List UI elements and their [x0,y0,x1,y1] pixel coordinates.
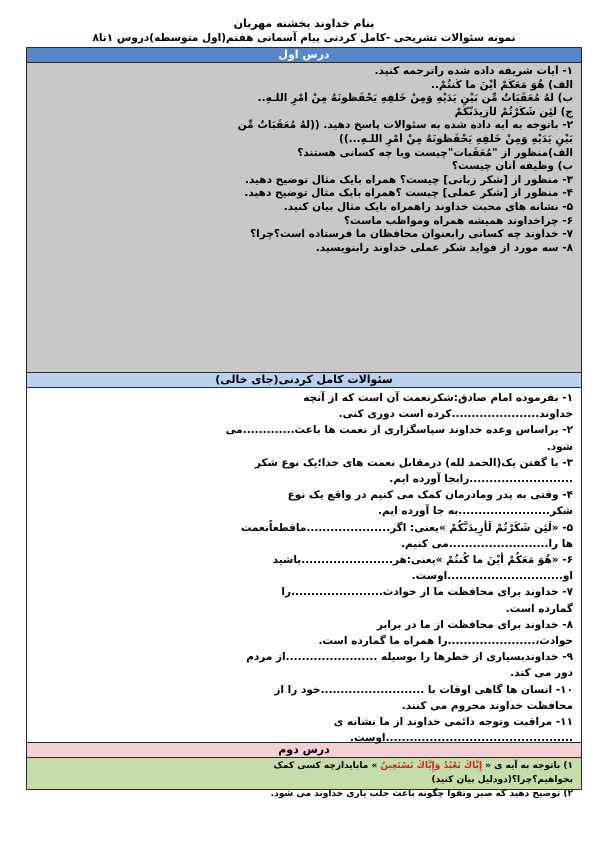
fill-blank-line: او.............................اوست. [411,570,573,583]
fill-blank-line: شکر.......................به جا آورده ایم. [377,505,573,518]
fill-blank-line: حوادث،......................را همراه ما گمارده است. [318,635,573,648]
fill-blank-line: شود. [546,440,573,453]
lesson1-line: ۱- آیات شریفه داده شده راترجمه کنید. [374,65,573,77]
lesson1-line: ۶- چراخداوند همیشه همراه ومواظب ماست؟ [343,214,573,227]
fill-blank-line: ۱- بفرموده امام صادق:شکرنعمت آن است که از آنچه [303,392,573,404]
lesson1-line: ۳- منظور از [شکر زبانی] چیست؟ همراه بایک مثال توضیح دهید. [244,173,573,186]
fill-blank-line: خداوند......................کرده است دوری کنی. [338,408,573,421]
lesson1-line: ۸- سه مورد از فواید شکر عملی خداوند رابنویسید. [315,241,573,254]
worksheet-page [26,16,582,799]
fill-blank-line: ۷- خداوند برای محافظت ما از حوادث.......................را [281,586,573,599]
lesson1-line: الف) هُوَ مَعَکُمْ أَیْنَ ما کُنتُمْ.. [430,78,573,91]
lesson2-questions [27,758,581,799]
lesson1-line: بَیْنِ یَدَیْهِ وَمِنْ خَلْفِهِ یَحْفَظُونَهُ مِنْ أَمْرِ اللَّـهِ...)) [339,132,573,145]
page-subtitle: نمونه سئوالات تشریحی -کامل کردنی پیام آسمانی هفتم(اول متوسطه)دروس ۱تا۸ [92,32,516,44]
fill-blank-line: محافظت خداوند محروم می کنند. [401,699,573,712]
fill-blank-line: ۸- خداوند برای محافظت از ما در برابر [376,618,573,631]
fill-blank-line: ۹- خداوندبسیاری از خطرها را بوسیله .......................از مردم [246,651,573,664]
fill-blank-line: ۶- «هُوَ مَعَکُمْ أَیْنَ ما کُنتُمْ »یعنی:هر.......................باشید [272,554,573,567]
fill-blank-line: ها را.........................می کنیم. [401,537,573,550]
lesson1-line: ۷- خداوند چه کسانی رابعنوان محافظان ما فرستاده است؟چرا؟ [250,228,573,241]
fill-blank-line: ۳- با گفتن یک(الحمد لله) درمقابل نعمت های خدا؛یک نوع شکر [254,456,573,469]
lesson2-question-1 [33,759,573,773]
fill-blank-line: ۱۰- انسان ها گاهی اوقات با ..........................خود را از [274,683,573,696]
lesson1-line: ب) وظیفه آنان چیست؟ [451,160,573,173]
page-title: بنام خداوند بخشنه مهربان [233,17,375,30]
lesson1-heading: درس اول [27,48,581,63]
q1-verse: إِيَّاكَ نَعْبُدُ وَإِيَّاكَ نَسْتَعِينُ [380,761,483,771]
lesson1-line: ب) لَهُ مُعَقِّبَاتٌ مِّن بَیْنِ یَدَیْهِ وَمِنْ خَلْفِهِ یَحْفَظُونَهُ مِنْ أَمْرِ اللَّـهِ.. [257,92,573,105]
q1-text-after: » مابایدازچه کسی کمک [273,761,381,771]
lesson1-line: ۵- نشانه های محبت خداوند راهمراه بایک مثال بیان کنید. [283,200,573,213]
lesson2-question-1-cont: بخواهیم؟چرا؟(دودلیل بیان کنید) [431,775,573,785]
lesson2-question-2: ۲) توضیح دهید که صبر وتقوا چگونه باعث جلب یاری خداوند می شود. [270,789,573,799]
lesson1-questions [27,63,581,373]
lesson2-heading: درس دوم [27,742,581,758]
lesson1-line: الف)منظور از "مُعَقِّبات"چیست وبا چه کسانی هستند؟ [297,146,573,159]
lesson1-line: ۴- منظور از [شکر عملی] چیست ؟همراه بایک مثال توضیح دهید. [244,187,573,200]
lesson1-line: ۲- باتوجه به آیه داده شده به سئوالات پاسخ دهید. ((لَهُ مُعَقِّبَاتٌ مِّن [237,119,573,132]
fill-blank-line: ۱۱- مراقبت وتوجه دائمی خداوند از ما نشانه ی [333,716,573,729]
fill-blank-line: ..........................رابجا آورده ایم. [389,473,573,486]
fill-blank-line: ...............................................اوست. [349,732,573,745]
fill-blank-heading: سئوالات کامل کردنی(جای خالی) [27,373,581,388]
lesson1-line: ج) لَئِن شَکَرْتُمْ لَأَزِیدَنَّکُمْ [454,105,573,118]
worksheet-frame [26,47,582,799]
q1-text-before: ۱) باتوجه به آیه ی « [482,761,573,771]
fill-blank-line: ۵- «لَئِن شَکَرْتُمْ لَأَزِیدَنَّکُمْ »یعنی: اگر.....................ماقطعاًنعمت [240,521,573,534]
fill-blank-line: گمارده است. [505,602,573,615]
fill-blank-line: ۴- وقتی به پدر ومادرمان کمک می کنیم در واقع یک نوع [287,489,573,502]
fill-blank-line: ۲- براساس وعده خداوند سپاسگزاری از نعمت ها باعث.............می [225,424,573,437]
fill-blank-line: دور می کند. [510,667,573,680]
fill-blank-questions [27,388,581,745]
